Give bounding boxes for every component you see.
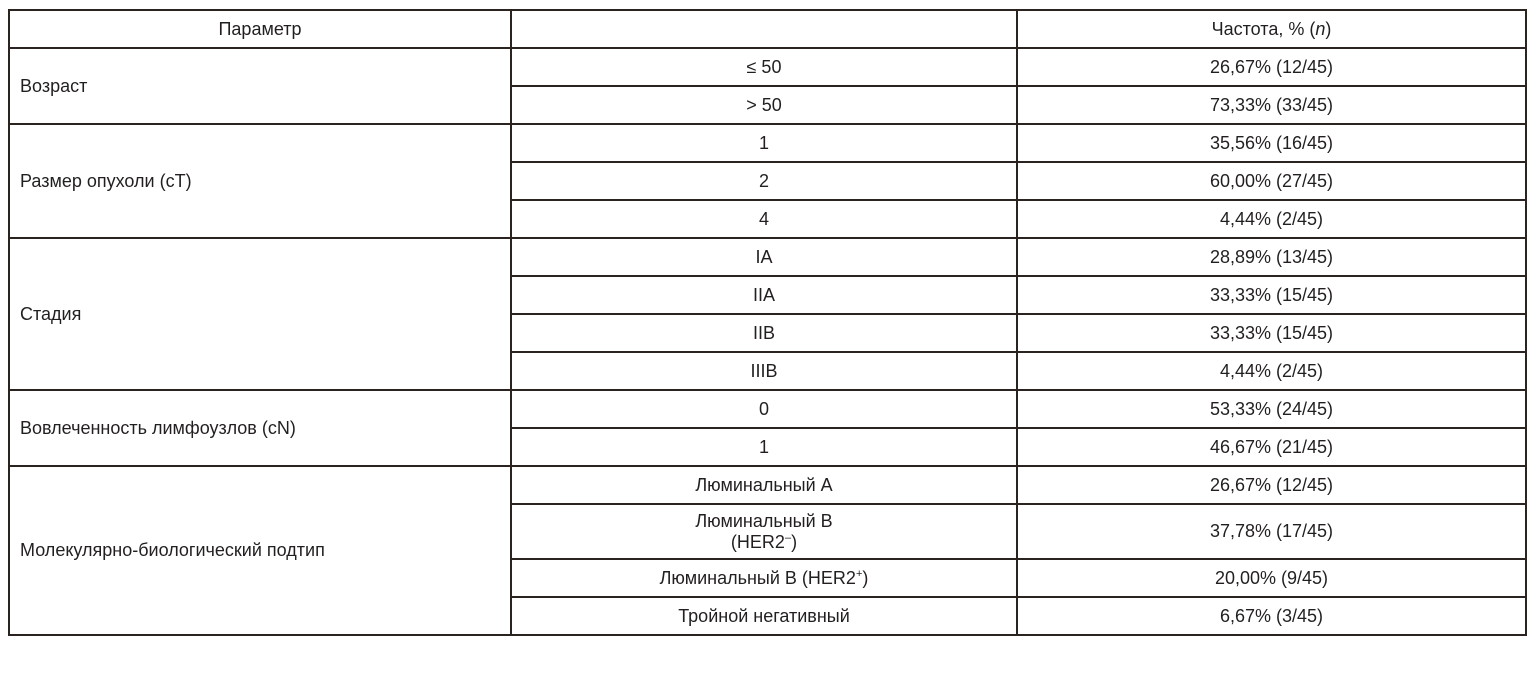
value-cell: Люминальный B (HER2–) bbox=[511, 504, 1017, 559]
value-cell: 0 bbox=[511, 390, 1017, 428]
frequency-cell: 6,67% (3/45) bbox=[1017, 597, 1526, 635]
value-cell: IIB bbox=[511, 314, 1017, 352]
value-cell: IA bbox=[511, 238, 1017, 276]
group-label-lymph-nodes: Вовлеченность лимфоузлов (cN) bbox=[9, 390, 511, 466]
frequency-cell: 28,89% (13/45) bbox=[1017, 238, 1526, 276]
frequency-cell: 46,67% (21/45) bbox=[1017, 428, 1526, 466]
frequency-cell: 35,56% (16/45) bbox=[1017, 124, 1526, 162]
header-frequency: Частота, % (n) bbox=[1017, 10, 1526, 48]
table-row bbox=[9, 390, 1526, 428]
value-cell: 4 bbox=[511, 200, 1017, 238]
value-cell: Люминальный A bbox=[511, 466, 1017, 504]
frequency-cell: 4,44% (2/45) bbox=[1017, 200, 1526, 238]
value-cell: 1 bbox=[511, 124, 1017, 162]
value-cell: IIA bbox=[511, 276, 1017, 314]
frequency-cell: 37,78% (17/45) bbox=[1017, 504, 1526, 559]
frequency-cell: 26,67% (12/45) bbox=[1017, 48, 1526, 86]
table-header-row bbox=[9, 10, 1526, 48]
value-cell: > 50 bbox=[511, 86, 1017, 124]
frequency-cell: 60,00% (27/45) bbox=[1017, 162, 1526, 200]
frequency-cell: 33,33% (15/45) bbox=[1017, 314, 1526, 352]
value-cell: 2 bbox=[511, 162, 1017, 200]
frequency-cell: 73,33% (33/45) bbox=[1017, 86, 1526, 124]
value-cell: Люминальный B (HER2+) bbox=[511, 559, 1017, 597]
frequency-cell: 4,44% (2/45) bbox=[1017, 352, 1526, 390]
header-value bbox=[511, 10, 1017, 48]
frequency-cell: 33,33% (15/45) bbox=[1017, 276, 1526, 314]
group-label-age: Возраст bbox=[9, 48, 511, 124]
frequency-cell: 26,67% (12/45) bbox=[1017, 466, 1526, 504]
header-parameter: Параметр bbox=[9, 10, 511, 48]
table-row bbox=[9, 466, 1526, 504]
table-row bbox=[9, 238, 1526, 276]
table-row bbox=[9, 124, 1526, 162]
value-cell: IIIB bbox=[511, 352, 1017, 390]
group-label-stage: Стадия bbox=[9, 238, 511, 390]
value-cell: 1 bbox=[511, 428, 1017, 466]
table-row bbox=[9, 48, 1526, 86]
frequency-cell: 53,33% (24/45) bbox=[1017, 390, 1526, 428]
value-cell: Тройной негативный bbox=[511, 597, 1017, 635]
value-cell: ≤ 50 bbox=[511, 48, 1017, 86]
group-label-molecular-subtype: Молекулярно-биологический подтип bbox=[9, 466, 511, 635]
frequency-cell: 20,00% (9/45) bbox=[1017, 559, 1526, 597]
group-label-tumor-size: Размер опухоли (cT) bbox=[9, 124, 511, 238]
characteristics-table bbox=[8, 9, 1527, 636]
